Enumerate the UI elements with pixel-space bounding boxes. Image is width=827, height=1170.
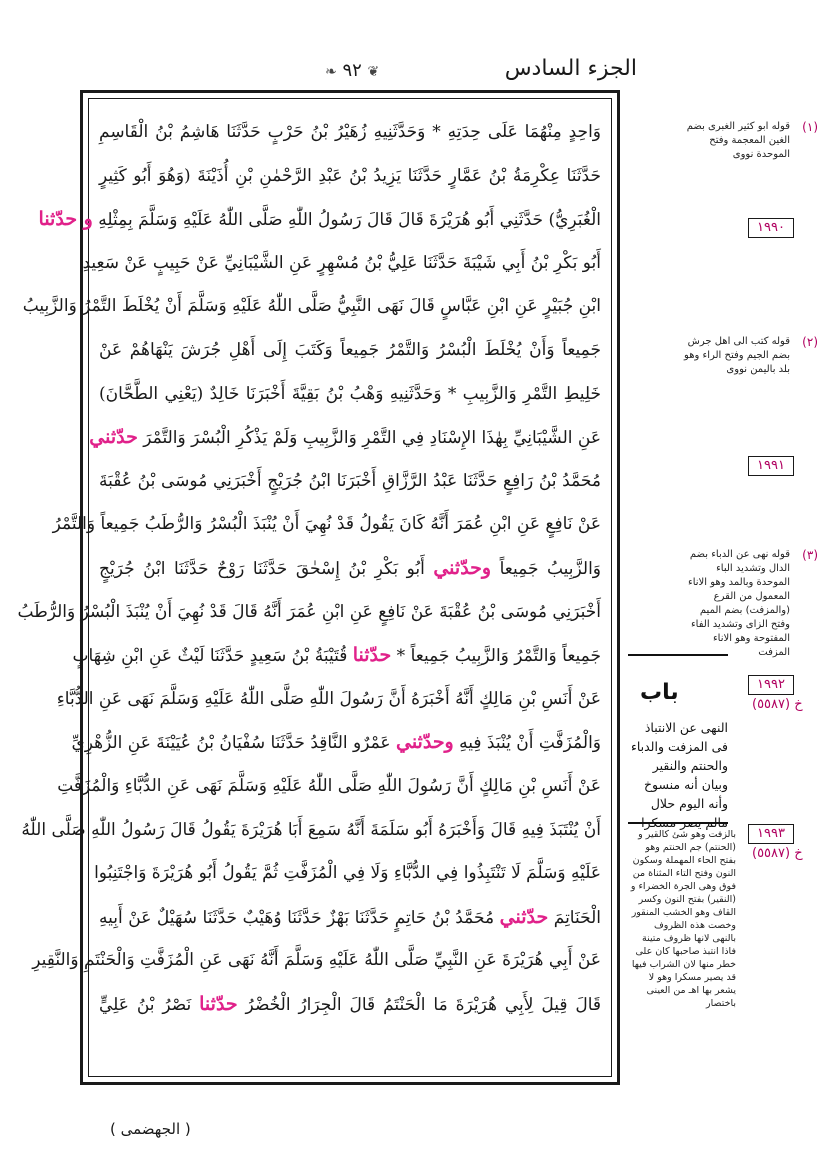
- text-line: عَلَيْهِ وَسَلَّمَ لَا تَنْتَبِذُوا فِي الدُّبَّاءِ وَلَا فِي الْمُزَفَّتِ ثُمَّ يَقُولُ أَبُو هُرَيْرَةَ وَاجْتَنِبُوا: [94, 863, 601, 884]
- text-line: وَاحِدٍ مِنْهُمَا عَلَى حِدَتِهِ * وَحَدَّثَنِيهِ زُهَيْرُ بْنُ حَرْبٍ حَدَّثَنَا هَاشِمُ بْنُ الْقَاسِمِ: [99, 122, 601, 142]
- right-ornament-icon: ❧: [325, 64, 337, 80]
- hadith-number-box: ١٩٩٢: [748, 675, 794, 695]
- narration-formula: حدّثنا: [199, 992, 238, 1015]
- text-line: أَبُو بَكْرِ بْنُ أَبِي شَيْبَةَ حَدَّثَنَا عَلِيُّ بْنُ مُسْهِرٍ عَنِ الشَّيْبَانِيِّ عَنْ حَبِيبٍ عَنْ سَعِيدِ: [82, 252, 601, 273]
- text-line: جَمِيعاً وَالتَّمْرُ وَالزَّبِيبُ جَمِيعاً * حدّثنا قُتَيْبَةُ بْنُ سَعِيدٍ حَدَّثَنَا لَيْثٌ عَنِ ابْنِ شِهَابٍ: [72, 644, 601, 667]
- bab-note: بالزفت وهو شئ كالقير و (الحنتم) جم الحنتم وهو بفتح الحاء المهملة وسكون النون وفتح التاء المثناة من فوق وهى الجرة الخضراء و (النقير) بفتح النون وكسر القاف وهو الخشب المنقور وخصت هذه الظروف بالنهى لانها ظروف متينة فاذا انتبذ صاحبها كان على خطر منها لان الشراب فيها قد يصير مسكرا وهو لا يشعر بها اهـ من العينى باختصار: [630, 829, 736, 1009]
- narration-formula: وحدّثني: [395, 731, 454, 754]
- text-line: الْغُبَرِيُّ) حَدَّثَنِي أَبُو هُرَيْرَةَ قَالَ قَالَ رَسُولُ اللّٰهِ صَلَّى اللّٰهُ عَلَيْهِ وَسَلَّمَ بِمِثْلِهِ و حدّثنا: [38, 208, 601, 231]
- main-text-lines: [17, 111, 601, 1070]
- text-line: وَالْمُزَفَّتِ أَنْ يُنْبَذَ فِيهِ وحدّثني عَمْرٌو النَّاقِدُ حَدَّثَنَا سُفْيَانُ بْنُ عُيَيْنَةَ عَنِ الزُّهْرِيِّ: [71, 731, 601, 754]
- narration-formula: حدّثني: [499, 905, 549, 928]
- text-line: أَخْبَرَنِي مُوسَى بْنُ عُقْبَةَ عَنْ نَافِعٍ عَنِ ابْنِ عُمَرَ أَنَّهُ قَالَ قَدْ نُهِيَ أَنْ يُنْبَذَ الْبُسْرُ وَالرُّطَبُ: [17, 601, 601, 622]
- text-line: وَالزَّبِيبُ جَمِيعاً وحدّثني أَبُو بَكْرِ بْنُ إِسْحٰقَ حَدَّثَنَا رَوْحٌ حَدَّثَنَا ابْنُ جُرَيْجٍ: [99, 556, 601, 579]
- text-line: جَمِيعاً وَأَنْ يُخْلَطَ الْبُسْرُ وَالتَّمْرُ جَمِيعاً وَكَتَبَ إِلَى أَهْلِ جُرَشَ يَنْهَاهُمْ عَنْ: [99, 339, 601, 360]
- bab-heading-text: النهى عن الانتباذ فى المزفت والدباء والحنتم والنقير وبيان أنه منسوخ وأنه اليوم حلال مالم يصر مسكرا: [630, 720, 728, 830]
- note-1: [628, 120, 818, 180]
- hadith-number-box: ١٩٩٣: [748, 824, 794, 844]
- text-line: عَنِ الشَّيْبَانِيِّ بِهٰذَا الإِسْنَادِ فِي التَّمْرِ وَالزَّبِيبِ وَلَمْ يَذْكُرِ الْبُسْرَ وَالتَّمْرَ حدّثني: [89, 426, 601, 449]
- narration-formula: وحدّثني: [433, 556, 492, 579]
- narration-formula: حدّثنا: [352, 644, 392, 667]
- text-line: أَنْ يُنْتَبَذَ فِيهِ قَالَ وَأَخْبَرَهُ أَبُو سَلَمَةَ أَنَّهُ سَمِعَ أَبَا هُرَيْرَةَ يَقُولُ قَالَ رَسُولُ اللّٰهِ صَلَّى اللّٰهُ: [21, 819, 601, 840]
- left-ornament-icon: ❦: [367, 64, 380, 80]
- note-text: قوله كتب الى اهل جرش بضم الجيم وفتح الراء وهو بلد باليمن نووى: [684, 336, 790, 375]
- text-line: عَنْ أَنَسِ بْنِ مَالِكٍ أَنَّهُ أَخْبَرَهُ أَنَّ رَسُولَ اللّٰهِ صَلَّى اللّٰهُ عَلَيْهِ وَسَلَّمَ نَهَى عَنِ الدُّبَّاءِ: [56, 688, 601, 709]
- bukhari-ref: خ (٥٥٨٧): [752, 846, 803, 861]
- narration-formula: حدّثني: [89, 426, 138, 449]
- note-number: (٢): [802, 335, 818, 349]
- note-text: قوله نهى عن الدباء بضم الدال وتشديد الباء الموحدة وبالمد وهو الاناء المعمول من القرع (والمزفت) بضم الميم وفتح الزاى وتشديد الفاء المفتوحة وهو الاناء المزفت: [688, 549, 790, 658]
- text-line: [99, 1026, 601, 1070]
- bab-title: باب: [640, 680, 679, 705]
- text-line: عَنْ أَبِي هُرَيْرَةَ عَنِ النَّبِيِّ صَلَّى اللّٰهُ عَلَيْهِ وَسَلَّمَ أَنَّهُ نَهَى عَنِ الْمُزَفَّتِ وَالْحَنْتَمِ وَالنَّقِيرِ: [32, 950, 601, 971]
- note-number: (٣): [802, 548, 818, 562]
- note-2: [628, 335, 818, 395]
- narration-formula: و حدّثنا: [38, 208, 93, 231]
- part-title: الجزء السادس: [504, 56, 637, 81]
- note-text: قوله ابو كثير الغبرى بضم الغين المعجمة وفتح الموحدة نووى: [686, 121, 790, 160]
- text-line: قَالَ قِيلَ لِأَبِي هُرَيْرَةَ مَا الْحَنْتَمُ قَالَ الْجِرَارُ الْخُضْرُ حدّثنا نَصْرُ بْنُ عَلِيٍّ: [99, 992, 601, 1015]
- note-divider: [628, 650, 728, 656]
- text-line: حَدَّثَنَا عِكْرِمَةُ بْنُ عَمَّارٍ حَدَّثَنَا يَزِيدُ بْنُ عَبْدِ الرَّحْمٰنِ بْنِ أُذَيْنَةَ (وَهُوَ أَبُو كَثِيرٍ: [99, 165, 601, 186]
- bukhari-ref: خ (٥٥٨٧): [752, 697, 803, 712]
- text-line: خَلِيطِ التَّمْرِ وَالزَّبِيبِ * وَحَدَّثَنِيهِ وَهْبُ بْنُ بَقِيَّةَ أَخْبَرَنَا خَالِدٌ (يَعْنِي الطَّحَّانَ): [99, 383, 601, 404]
- bab-divider: [628, 818, 728, 824]
- text-line: عَنْ أَنَسِ بْنِ مَالِكٍ أَنَّ رَسُولَ اللّٰهِ صَلَّى اللّٰهُ عَلَيْهِ وَسَلَّمَ نَهَى عَنِ الدُّبَّاءِ وَالْمُزَفَّتِ: [57, 775, 601, 796]
- text-line: مُحَمَّدُ بْنُ رَافِعٍ حَدَّثَنَا عَبْدُ الرَّزَّاقِ أَخْبَرَنَا ابْنُ جُرَيْجٍ أَخْبَرَنِي مُوسَى بْنُ عُقْبَةَ: [99, 470, 601, 491]
- main-text-frame: [17, 90, 620, 1085]
- main-text-inner-frame: [17, 98, 612, 1077]
- text-line: عَنْ نَافِعٍ عَنِ ابْنِ عُمَرَ أَنَّهُ كَانَ يَقُولُ قَدْ نُهِيَ أَنْ يُنْبَذَ الْبُسْرُ وَالرُّطَبُ جَمِيعاً وَالتَّمْرُ: [52, 514, 601, 535]
- hadith-number-box: ١٩٩٠: [748, 218, 794, 238]
- footer-catchword: ( الجهضمى ): [110, 1120, 191, 1138]
- page-number: ❦ ٩٢ ❧: [325, 60, 380, 81]
- hadith-number-box: ١٩٩١: [748, 456, 794, 476]
- note-3: [628, 548, 818, 658]
- text-line: الْحَنَاتِمَ حدّثني مُحَمَّدُ بْنُ حَاتِمٍ حَدَّثَنَا بَهْزٌ حَدَّثَنَا وُهَيْبٌ حَدَّثَنَا سُهَيْلٌ عَنْ أَبِيهِ: [99, 905, 601, 928]
- note-number: (١): [802, 120, 818, 134]
- text-line: ابْنِ جُبَيْرٍ عَنِ ابْنِ عَبَّاسٍ قَالَ نَهَى النَّبِيُّ صَلَّى اللّٰهُ عَلَيْهِ وَسَلَّمَ أَنْ يُخْلَطَ التَّمْرُ وَالزَّبِيبُ: [22, 296, 601, 317]
